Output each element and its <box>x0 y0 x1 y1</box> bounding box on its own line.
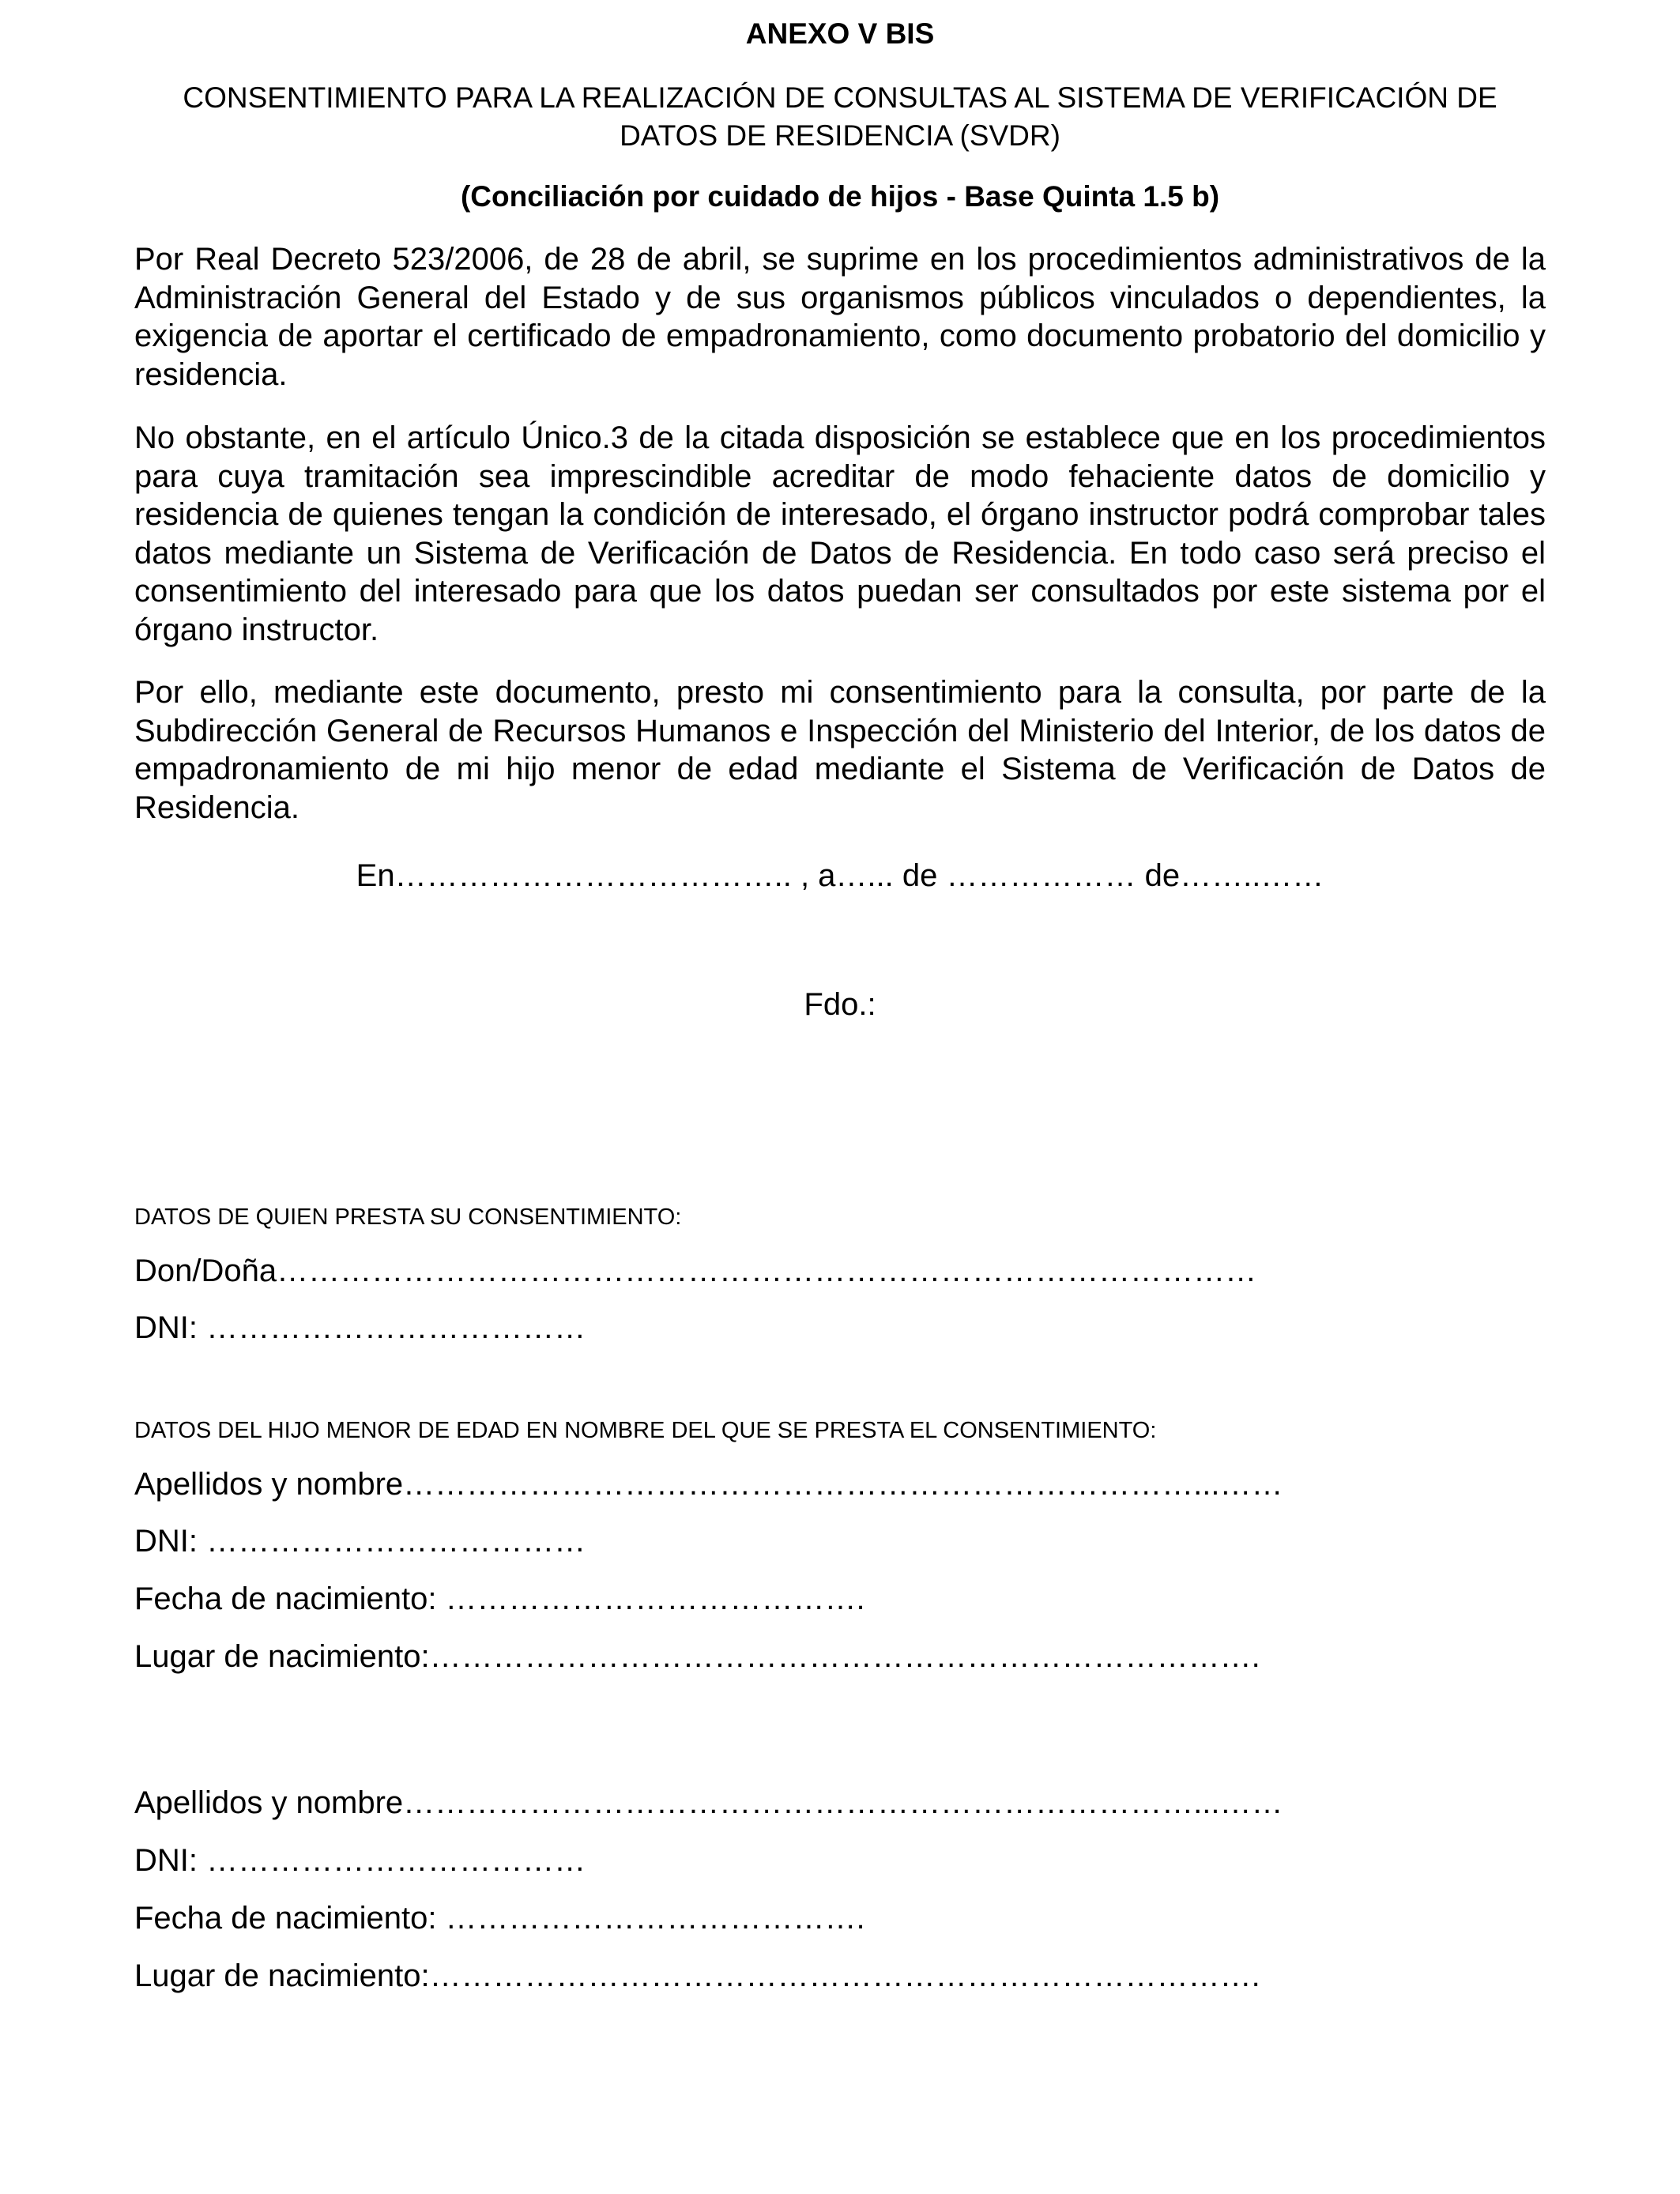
annex-title: ANEXO V BIS <box>745 17 935 50</box>
child1-name-field[interactable]: Apellidos y nombre…………………………………………………………………...…… <box>134 1467 1283 1502</box>
consenter-name-field[interactable]: Don/Doña………………………………………………………………………………… <box>134 1253 1257 1288</box>
consenter-dni-field[interactable]: DNI: ……………………………… <box>134 1310 586 1345</box>
child2-dni-field[interactable]: DNI: ……………………………… <box>134 1843 586 1878</box>
paragraph-consent-statement: Por ello, mediante este documento, presto mi consentimiento para la consulta, por parte de la Subdirección General de Recursos Humanos e Inspección del Ministerio del Interior, de los datos de empadronamiento de mi hijo menor de edad mediante el Sistema de Verificación de Datos de Residencia. <box>134 675 1546 825</box>
child1-birth-date-field[interactable]: Fecha de nacimiento: …………………………………. <box>134 1581 865 1616</box>
paragraph-article-unico: No obstante, en el artículo Único.3 de la citada disposición se establece que en los procedimientos para cuya tramitación sea imprescindible acreditar de modo fehaciente datos de domicilio y residencia de quienes tengan la condición de interesado, el órgano instructor podrá comprobar tales datos mediante un Sistema de Verificación de Datos de Residencia. En todo caso será preciso el consentimiento del interesado para que los datos puedan ser consultados por este sistema por el órgano instructor. <box>134 420 1546 647</box>
document-subtitle: (Conciliación por cuidado de hijos - Base Quinta 1.5 b) <box>460 180 1220 213</box>
place-date-line[interactable]: En……………………………….. , a…... de ……………… de……..…… <box>356 858 1324 893</box>
child1-birth-place-field[interactable]: Lugar de nacimiento:……………………………………………………………………. <box>134 1639 1260 1674</box>
child1-dni-field[interactable]: DNI: ……………………………… <box>134 1524 586 1559</box>
child2-birth-date-field[interactable]: Fecha de nacimiento: …………………………………. <box>134 1901 865 1936</box>
minor-section-heading: DATOS DEL HIJO MENOR DE EDAD EN NOMBRE DEL QUE SE PRESTA EL CONSENTIMIENTO: <box>134 1418 1157 1443</box>
child2-name-field[interactable]: Apellidos y nombre…………………………………………………………………...…… <box>134 1785 1283 1820</box>
paragraph-royal-decree: Por Real Decreto 523/2006, de 28 de abril, se suprime en los procedimientos administrativos de la Administración General del Estado y de sus organismos públicos vinculados o dependientes, la exigencia de aportar el certificado de empadronamiento, como documento probatorio del domicilio y residencia. <box>134 242 1546 392</box>
consenter-section-heading: DATOS DE QUIEN PRESTA SU CONSENTIMIENTO: <box>134 1204 682 1230</box>
consent-title: CONSENTIMIENTO PARA LA REALIZACIÓN DE CONSULTAS AL SISTEMA DE VERIFICACIÓN DE DATOS DE RESIDENCIA (SVDR) <box>183 81 1497 152</box>
signature-label: Fdo.: <box>804 987 876 1022</box>
child2-birth-place-field[interactable]: Lugar de nacimiento:……………………………………………………………………. <box>134 1958 1260 1993</box>
